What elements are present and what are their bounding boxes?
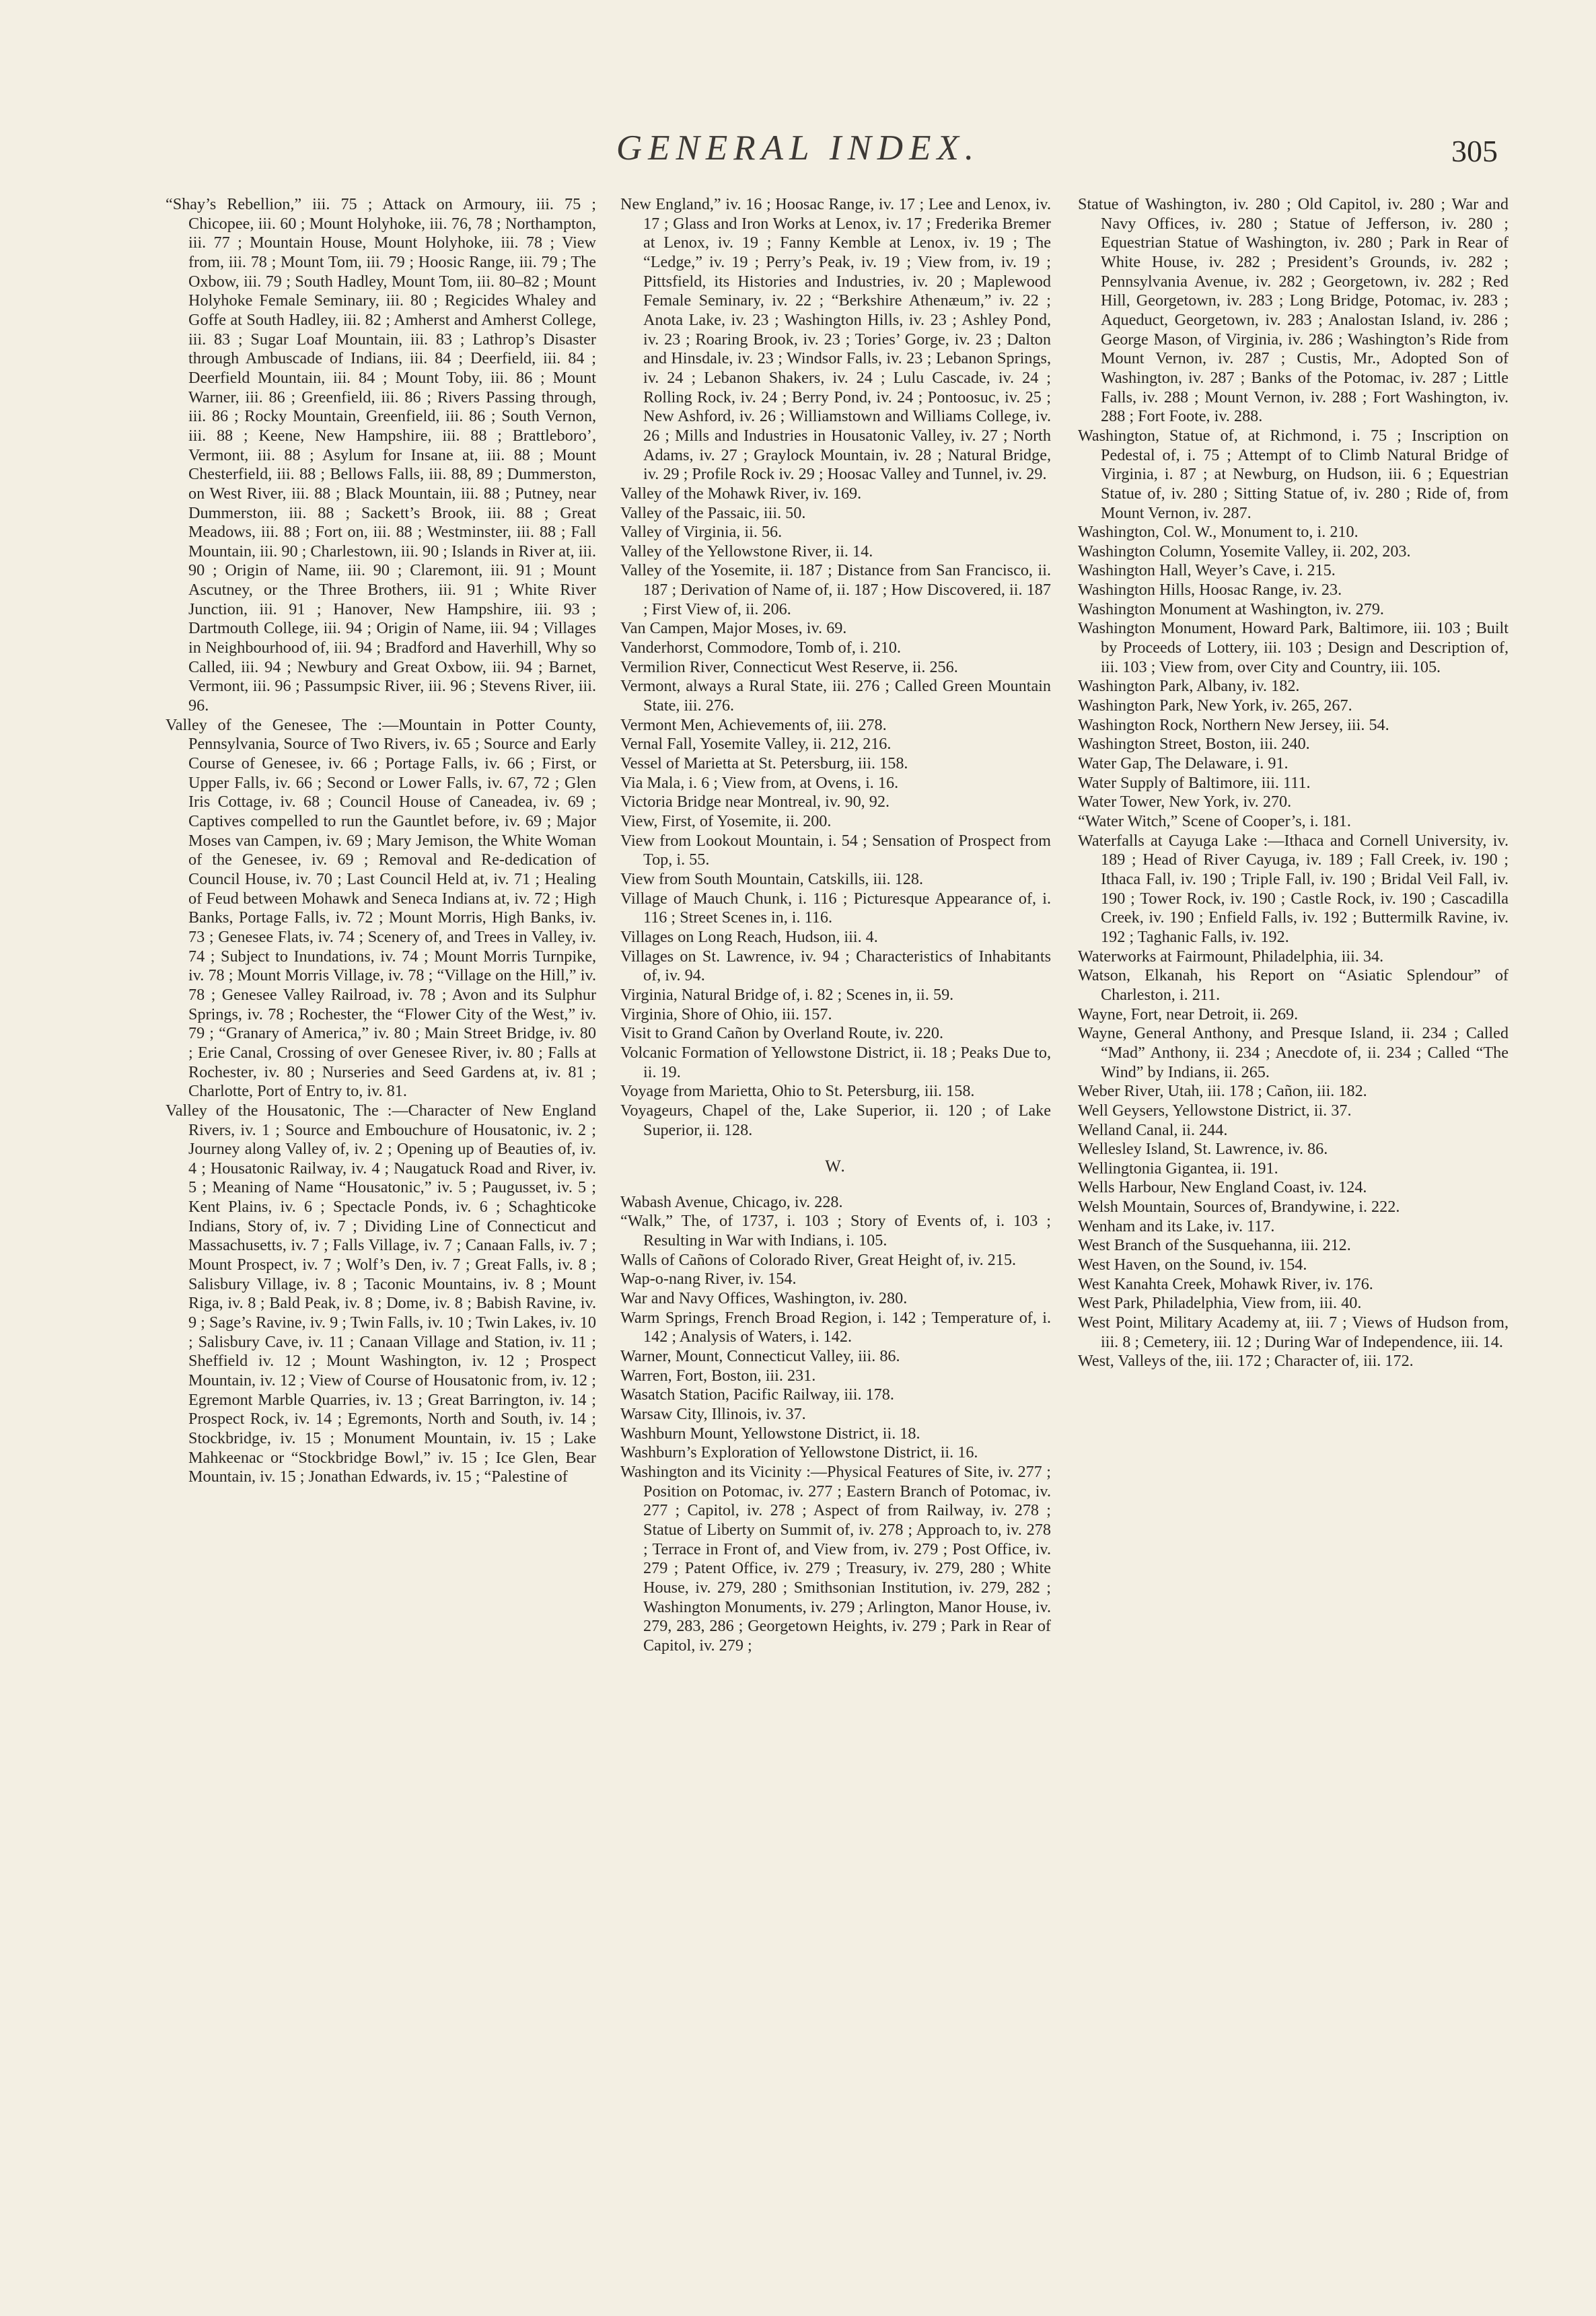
index-entry: Water Tower, New York, iv. 270. [1078, 793, 1292, 811]
index-entry: Vanderhorst, Commodore, Tomb of, i. 210. [620, 639, 902, 657]
index-column-3 [1078, 195, 1509, 1371]
index-column-2 [620, 195, 1051, 1656]
index-entry: Washington Park, New York, iv. 265, 267. [1078, 696, 1352, 715]
index-entry: Wap-o-nang River, iv. 154. [620, 1270, 797, 1289]
index-entry: Valley of the Mohawk River, iv. 169. [620, 484, 862, 503]
index-entry: Well Geysers, Yellowstone District, ii. 37. [1078, 1101, 1352, 1120]
index-entry: Wabash Avenue, Chicago, iv. 228. [620, 1192, 843, 1211]
index-entry: Welsh Mountain, Sources of, Brandywine, i. 222. [1078, 1198, 1400, 1217]
index-entry: Valley of the Passaic, iii. 50. [620, 503, 806, 522]
index-entry: Wellingtonia Gigantea, ii. 191. [1078, 1159, 1278, 1178]
index-entry: Victoria Bridge near Montreal, iv. 90, 92. [620, 793, 890, 811]
index-entry: Weber River, Utah, iii. 178 ; Cañon, iii. 182. [1078, 1082, 1367, 1101]
index-entry: Waterfalls at Cayuga Lake :—Ithaca and Cornell University, iv. 189 ; Head of River Cayuga, iv. 189 ; Fall Creek, iv. 190 ; Ithaca Fall, iv. 190 ; Triple Fall, iv. 190 ; Bridal Veil Fall, iv. 190 ; Tower Rock, iv. 190 ; Castle Rock, iv. 190 ; Cascadilla Creek, iv. 190 ; Enfield Falls, iv. 192 ; Buttermilk Ravine, iv. 192 ; Taghanic Falls, iv. 192. [1078, 831, 1509, 946]
index-entry: Washington Monument at Washington, iv. 279. [1078, 600, 1384, 618]
index-entry: Visit to Grand Cañon by Overland Route, iv. 220. [620, 1024, 943, 1043]
index-entry: Washington Street, Boston, iii. 240. [1078, 735, 1310, 754]
index-entry: Washington Hills, Hoosac Range, iv. 23. [1078, 581, 1342, 600]
index-entry: Washington and its Vicinity :—Physical Features of Site, iv. 277 ; Position on Potomac, iv. 277 ; Eastern Branch of Potomac, iv. 277 ; Capitol, iv. 278 ; Aspect of from Railway, iv. 278 ; Statue of Liberty on Summit of, iv. 278 ; Approach to, iv. 278 ; Terrace in Front of, and View from, iv. 279 ; Post Office, iv. 279 ; Patent Office, iv. 279 ; Treasury, iv. 279, 280 ; White House, iv. 279, 280 ; Smithsonian Institution, iv. 279, 282 ; Washington Monuments, iv. 279 ; Arlington, Manor House, iv. 279, 283, 286 ; Georgetown Heights, iv. 279 ; Park in Rear of Capitol, iv. 279 ; [620, 1463, 1051, 1655]
index-entry: Via Mala, i. 6 ; View from, at Ovens, i. 16. [620, 773, 899, 792]
index-entry: Valley of the Yellowstone River, ii. 14. [620, 542, 873, 560]
index-entry: Valley of the Housatonic, The :—Character of New England Rivers, iv. 1 ; Source and Embouchure of Housatonic, iv. 2 ; Journey along Valley of, iv. 2 ; Opening up of Beauties of, iv. 4 ; Housatonic Railway, iv. 4 ; Naugatuck Road and River, iv. 5 ; Meaning of Name “Housatonic,” iv. 5 ; Paugusset, iv. 5 ; Kent Plains, iv. 6 ; Spectacle Ponds, iv. 6 ; Schaghticoke Indians, Story of, iv. 7 ; Dividing Line of Connecticut and Massachusetts, iv. 7 ; Falls Village, iv. 7 ; Canaan Falls, iv. 7 ; Mount Prospect, iv. 7 ; Wolf’s Den, iv. 7 ; Great Falls, iv. 8 ; Salisbury Village, iv. 8 ; Taconic Mountains, iv. 8 ; Mount Riga, iv. 8 ; Bald Peak, iv. 8 ; Dome, iv. 8 ; Babish Ravine, iv. 9 ; Sage’s Ravine, iv. 9 ; Twin Falls, iv. 10 ; Twin Lakes, iv. 10 ; Salisbury Cave, iv. 11 ; Canaan Village and Station, iv. 11 ; Sheffield iv. 12 ; Mount Washington, iv. 12 ; Prospect Mountain, iv. 12 ; View of Course of Housatonic from, iv. 12 ; Egremont Marble Quarries, iv. 13 ; Great Barrington, iv. 14 ; Prospect Rock, iv. 14 ; Egremonts, North and South, iv. 14 ; Stockbridge, iv. 15 ; Monument Mountain, iv. 15 ; Lake Mahkeenac or “Stockbridge Bowl,” iv. 15 ; Ice Glen, Bear Mountain, iv. 15 ; Jonathan Edwards, iv. 15 ; “Palestine of [166, 1101, 596, 1486]
index-entry: Valley of the Genesee, The :—Mountain in Potter County, Pennsylvania, Source of Two Rivers, iv. 65 ; Source and Early Course of Genesee, iv. 66 ; Portage Falls, iv. 66 ; First, or Upper Falls, iv. 66 ; Second or Lower Falls, iv. 67, 72 ; Glen Iris Cottage, iv. 68 ; Council House of Caneadea, iv. 69 ; Captives compelled to run the Gauntlet before, iv. 69 ; Major Moses van Campen, iv. 69 ; Mary Jemison, the White Woman of the Genesee, iv. 69 ; Removal and Re-dedication of Council House, iv. 70 ; Last Council Held at, iv. 71 ; Healing of Feud between Mohawk and Seneca Indians at, iv. 72 ; High Banks, Portage Falls, iv. 72 ; Mount Morris, High Banks, iv. 73 ; Genesee Flats, iv. 74 ; Scenery of, and Trees in Valley, iv. 74 ; Subject to Inundations, iv. 74 ; Mount Morris Turnpike, iv. 78 ; Mount Morris Village, iv. 78 ; “Village on the Hill,” iv. 78 ; Genesee Valley Railroad, iv. 78 ; Avon and its Sulphur Springs, iv. 78 ; Rochester, the “Flower City of the West,” iv. 79 ; “Granary of America,” iv. 80 ; Main Street Bridge, iv. 80 ; Erie Canal, Crossing of over Genesee River, iv. 80 ; Falls at Rochester, iv. 80 ; Nurseries and Seed Gardens at, iv. 81 ; Charlotte, Port of Entry to, iv. 81. [166, 715, 596, 1101]
index-entry: View, First, of Yosemite, ii. 200. [620, 812, 832, 830]
index-entry: “Shay’s Rebellion,” iii. 75 ; Attack on Armoury, iii. 75 ; Chicopee, iii. 60 ; Mount Holyhoke, iii. 76, 78 ; Northampton, iii. 77 ; Mountain House, Mount Holyhoke, iii. 78 ; View from, iii. 78 ; Mount Tom, iii. 79 ; Hoosic Range, iii. 79 ; The Oxbow, iii. 79 ; South Hadley, Mount Tom, iii. 80–82 ; Mount Holyhoke Female Seminary, iii. 80 ; Regicides Whaley and Goffe at South Hadley, iii. 82 ; Amherst and Amherst College, iii. 83 ; Sugar Loaf Mountain, iii. 83 ; Lathrop’s Disaster through Ambuscade of Indians, iii. 84 ; Deerfield, iii. 84 ; Deerfield Mountain, iii. 84 ; Mount Toby, iii. 86 ; Mount Warner, iii. 86 ; Greenfield, iii. 86 ; Rivers Passing through, iii. 86 ; Rocky Mountain, Greenfield, iii. 86 ; South Vernon, iii. 88 ; Keene, New Hampshire, iii. 88 ; Brattleboro’, Vermont, iii. 88 ; Asylum for Insane at, iii. 88 ; Mount Chesterfield, iii. 88 ; Bellows Falls, iii. 88, 89 ; Dummerston, on West River, iii. 88 ; Black Mountain, iii. 88 ; Putney, near Dummerston, iii. 88 ; Sackett’s Brook, iii. 88 ; Great Meadows, iii. 88 ; Fort on, iii. 88 ; Westminster, iii. 88 ; Fall Mountain, iii. 90 ; Charlestown, iii. 90 ; Islands in River at, iii. 90 ; Origin of Name, iii. 90 ; Claremont, iii. 91 ; Mount Ascutney, or the Three Brothers, iii. 91 ; White River Junction, iii. 91 ; Hanover, New Hampshire, iii. 93 ; Dartmouth College, iii. 94 ; Origin of Name, iii. 94 ; Villages in Neighbourhood of, iii. 94 ; Bradford and Haverhill, Why so Called, iii. 94 ; Newbury and Great Oxbow, iii. 94 ; Barnet, Vermont, iii. 96 ; Passumpsic River, iii. 96 ; Stevens River, iii. 96. [166, 195, 596, 715]
index-entry: Washington Column, Yosemite Valley, ii. 202, 203. [1078, 542, 1411, 560]
index-entry: Washington Park, Albany, iv. 182. [1078, 677, 1300, 696]
index-entry: West, Valleys of the, iii. 172 ; Character of, iii. 172. [1078, 1352, 1414, 1371]
index-entry: Wayne, General Anthony, and Presque Island, ii. 234 ; Called “Mad” Anthony, ii. 234 ; Anecdote of, ii. 234 ; Called “The Wind” by Indians, ii. 265. [1078, 1024, 1509, 1081]
index-entry: Water Gap, The Delaware, i. 91. [1078, 754, 1289, 773]
index-entry: West Haven, on the Sound, iv. 154. [1078, 1256, 1307, 1274]
index-entry: Walls of Cañons of Colorado River, Great Height of, iv. 215. [620, 1250, 1016, 1269]
index-entry: West Park, Philadelphia, View from, iii. 40. [1078, 1294, 1362, 1313]
index-entry: Vermilion River, Connecticut West Reserve, ii. 256. [620, 657, 958, 676]
index-entry: Washburn Mount, Yellowstone District, ii. 18. [620, 1424, 920, 1443]
index-entry: Warren, Fort, Boston, iii. 231. [620, 1366, 816, 1385]
index-entry-continued: New England,” iv. 16 ; Hoosac Range, iv. 17 ; Lee and Lenox, iv. 17 ; Glass and Iron Works at Lenox, iv. 17 ; Frederika Bremer at Lenox, iv. 19 ; Fanny Kemble at Lenox, iv. 19 ; The “Ledge,” iv. 19 ; Perry’s Peak, iv. 19 ; View from, iv. 19 ; Pittsfield, its Histories and Industries, iv. 20 ; Maplewood Female Seminary, iv. 22 ; “Berkshire Athenæum,” iv. 22 ; Anota Lake, iv. 23 ; Washington Hills, iv. 23 ; Ashley Pond, iv. 23 ; Roaring Brook, iv. 23 ; Tories’ Gorge, iv. 23 ; Dalton and Hinsdale, iv. 23 ; Windsor Falls, iv. 23 ; Lebanon Springs, iv. 24 ; Lebanon Shakers, iv. 24 ; Lulu Cascade, iv. 24 ; Rolling Rock, iv. 24 ; Berry Pond, iv. 24 ; Pontoosuc, iv. 25 ; New Ashford, iv. 26 ; Williamstown and Williams College, iv. 26 ; Mills and Industries in Housatonic Valley, iv. 27 ; North Adams, iv. 27 ; Graylock Mountain, iv. 28 ; Natural Bridge, iv. 29 ; Profile Rock iv. 29 ; Hoosac Valley and Tunnel, iv. 29. [620, 195, 1051, 484]
index-entry: Vessel of Marietta at St. Petersburg, iii. 158. [620, 754, 908, 773]
index-entry: Washington Rock, Northern New Jersey, iii. 54. [1078, 715, 1389, 734]
index-entry: “Walk,” The, of 1737, i. 103 ; Story of Events of, i. 103 ; Resulting in War with Indians, i. 105. [620, 1212, 1051, 1250]
index-entry: Washington, Statue of, at Richmond, i. 75 ; Inscription on Pedestal of, i. 75 ; Attempt of to Climb Natural Bridge of Virginia, i. 87 ; at Newburg, on Hudson, iii. 6 ; Equestrian Statue of, iv. 280 ; Sitting Statue of, iv. 280 ; Ride of, from Mount Vernon, iv. 287. [1078, 426, 1509, 522]
page-number: 305 [1451, 134, 1498, 168]
index-entry: Washington Hall, Weyer’s Cave, i. 215. [1078, 561, 1336, 580]
index-entry: Villages on Long Reach, Hudson, iii. 4. [620, 927, 878, 946]
index-entry: Wellesley Island, St. Lawrence, iv. 86. [1078, 1140, 1328, 1159]
section-letter-w: W. [825, 1157, 846, 1176]
index-entry: West Kanahta Creek, Mohawk River, iv. 176. [1078, 1274, 1373, 1293]
index-entry: Voyage from Marietta, Ohio to St. Petersburg, iii. 158. [620, 1082, 975, 1101]
index-entry: Welland Canal, ii. 244. [1078, 1120, 1228, 1139]
index-entry: Valley of Virginia, ii. 56. [620, 523, 783, 542]
index-entry: Virginia, Shore of Ohio, iii. 157. [620, 1005, 832, 1023]
index-entry: Voyageurs, Chapel of the, Lake Superior, ii. 120 ; of Lake Superior, ii. 128. [620, 1101, 1051, 1139]
index-entry: “Water Witch,” Scene of Cooper’s, i. 181. [1078, 812, 1351, 830]
page-header [0, 128, 1596, 182]
index-entry: View from South Mountain, Catskills, iii. 128. [620, 869, 924, 888]
index-entry: Watson, Elkanah, his Report on “Asiatic Splendour” of Charleston, i. 211. [1078, 966, 1509, 1004]
index-entry: West Point, Military Academy at, iii. 7 ; Views of Hudson from, iii. 8 ; Cemetery, iii. 12 ; During War of Independence, iii. 14. [1078, 1313, 1509, 1351]
index-entry: West Branch of the Susquehanna, iii. 212. [1078, 1236, 1351, 1255]
index-entry: Water Supply of Baltimore, iii. 111. [1078, 773, 1311, 792]
index-entry: Warner, Mount, Connecticut Valley, iii. 86. [620, 1347, 900, 1366]
running-title: GENERAL INDEX. [616, 129, 980, 168]
index-entry: Washington Monument, Howard Park, Baltimore, iii. 103 ; Built by Proceeds of Lottery, iii. 103 ; Design and Description of, iii. 103 ; View from, over City and Country, iii. 105. [1078, 619, 1509, 676]
index-entry: Virginia, Natural Bridge of, i. 82 ; Scenes in, ii. 59. [620, 985, 954, 1004]
index-entry: Vermont Men, Achievements of, iii. 278. [620, 715, 887, 734]
index-entry: Valley of the Yosemite, ii. 187 ; Distance from San Francisco, ii. 187 ; Derivation of Name of, ii. 187 ; How Discovered, ii. 187 ; First View of, ii. 206. [620, 561, 1051, 618]
index-entry: Village of Mauch Chunk, i. 116 ; Picturesque Appearance of, i. 116 ; Street Scenes in, i. 116. [620, 889, 1051, 927]
index-entry: View from Lookout Mountain, i. 54 ; Sensation of Prospect from Top, i. 55. [620, 831, 1051, 869]
index-entry: Wells Harbour, New England Coast, iv. 124. [1078, 1178, 1367, 1197]
index-entry: Warm Springs, French Broad Region, i. 142 ; Temperature of, i. 142 ; Analysis of Waters, i. 142. [620, 1308, 1051, 1346]
index-entry: Villages on St. Lawrence, iv. 94 ; Characteristics of Inhabitants of, iv. 94. [620, 947, 1051, 985]
index-entry: War and Navy Offices, Washington, iv. 280. [620, 1289, 908, 1308]
index-column-1 [166, 195, 596, 1487]
index-entry: Wayne, Fort, near Detroit, ii. 269. [1078, 1005, 1299, 1023]
index-entry: Washington, Col. W., Monument to, i. 210. [1078, 523, 1358, 542]
index-entry: Warsaw City, Illinois, iv. 37. [620, 1405, 806, 1424]
index-entry: Vermont, always a Rural State, iii. 276 ; Called Green Mountain State, iii. 276. [620, 677, 1051, 715]
index-entry-continued: Statue of Washington, iv. 280 ; Old Capitol, iv. 280 ; War and Navy Offices, iv. 280 ; Statue of Jefferson, iv. 280 ; Equestrian Statue of Washington, iv. 280 ; Park in Rear of White House, iv. 282 ; President’s Grounds, iv. 282 ; Pennsylvania Avenue, iv. 282 ; Georgetown, iv. 282 ; Red Hill, Georgetown, iv. 283 ; Long Bridge, Potomac, iv. 283 ; Aqueduct, Georgetown, iv. 283 ; Analostan Island, iv. 286 ; George Mason, of Virginia, iv. 286 ; Washington’s Ride from Mount Vernon, iv. 287 ; Custis, Mr., Adopted Son of Washington, iv. 287 ; Banks of the Potomac, iv. 287 ; Little Falls, iv. 288 ; Mount Vernon, iv. 288 ; Fort Washington, iv. 288 ; Fort Foote, iv. 288. [1078, 195, 1509, 426]
index-entry: Washburn’s Exploration of Yellowstone District, ii. 16. [620, 1443, 978, 1462]
index-entry: Waterworks at Fairmount, Philadelphia, iii. 34. [1078, 947, 1384, 966]
index-entry: Wasatch Station, Pacific Railway, iii. 178. [620, 1385, 894, 1404]
index-entry: Vernal Fall, Yosemite Valley, ii. 212, 216. [620, 735, 892, 754]
index-entry: Wenham and its Lake, iv. 117. [1078, 1217, 1275, 1235]
index-entry: Van Campen, Major Moses, iv. 69. [620, 619, 847, 638]
index-entry: Volcanic Formation of Yellowstone District, ii. 18 ; Peaks Due to, ii. 19. [620, 1043, 1051, 1081]
